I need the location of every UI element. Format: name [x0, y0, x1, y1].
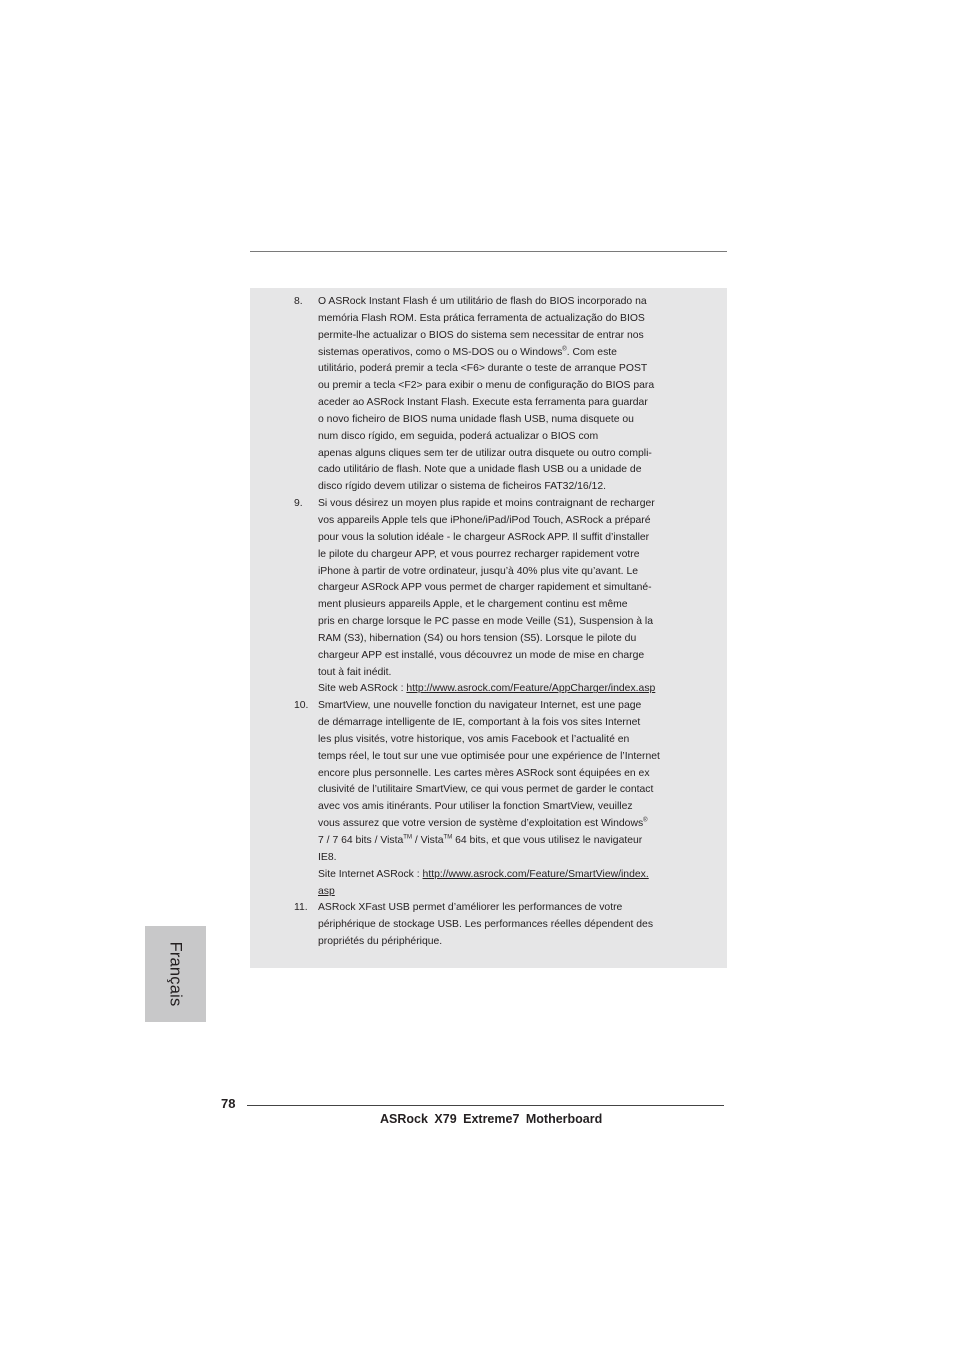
item-number: 8. — [294, 296, 303, 307]
registered-mark: ® — [562, 346, 567, 353]
top-divider — [250, 251, 727, 252]
page-number: 78 — [221, 1096, 236, 1111]
list-item-8 — [250, 294, 682, 496]
item-line: ou premir a tecla <F2> para exibir o menu de configuração do BIOS para — [318, 380, 655, 392]
item-line: IE8. — [318, 851, 337, 863]
item-line: pris en charge lorsque le PC passe en mode Veille (S1), Suspension à la — [318, 616, 654, 628]
item-line: pour vous la solution idéale - le chargeur ASRock APP. Il suffit d’installer — [318, 531, 650, 543]
list-item-9 — [250, 496, 682, 698]
item-line: périphérique de stockage USB. Les performances réelles dépendent des — [318, 919, 654, 931]
appcharger-link[interactable]: http://www.asrock.com/Feature/AppCharger/index.asp — [406, 683, 656, 695]
language-tab — [145, 926, 206, 1022]
website-line-cont — [318, 884, 682, 901]
feature-list — [250, 294, 682, 951]
item-line: les plus visités, votre historique, vos amis Facebook et l’actualité en — [318, 733, 630, 745]
item-number: 11. — [294, 902, 308, 914]
item-line: vous assurez que votre version de système d’exploitation est Windows® — [318, 817, 648, 830]
item-line: permite-lhe actualizar o BIOS do sistema sem necessitar de entrar nos — [318, 329, 644, 341]
footer-title: ASRock X79 Extreme7 Motherboard — [380, 1112, 603, 1126]
item-line: chargeur APP est installé, vous découvrez un mode de mise en charge — [318, 649, 645, 661]
item-line: 7 / 7 64 bits / Vista™ / Vista™ 64 bits, et que vous utilisez le navigateur — [318, 834, 643, 846]
registered-mark: ® — [643, 817, 648, 824]
trademark-mark: TM — [443, 834, 453, 841]
website-line: Site web ASRock : http://www.asrock.com/Feature/AppCharger/index.asp — [318, 683, 656, 695]
trademark-mark: TM — [403, 834, 412, 841]
list-item-10 — [250, 698, 682, 900]
list-item-11 — [250, 900, 682, 951]
item-line: o novo ficheiro de BIOS numa unidade flash USB, numa disquete ou — [318, 413, 634, 425]
item-line: avec vos amis itinérants. Pour utiliser la fonction SmartView, veuillez — [318, 801, 633, 813]
item-line: O ASRock Instant Flash é um utilitário de flash do BIOS incorporado na — [318, 296, 647, 307]
item-line: temps réel, le tout sur une vue optimisée pour une expérience de l’Internet — [318, 750, 660, 762]
item-line: utilitário, poderá premir a tecla <F6> durante o teste de arranque POST — [318, 363, 648, 375]
item-number: 10. — [294, 700, 309, 712]
item-line: tout à fait inédit. — [318, 666, 392, 678]
item-line: RAM (S3), hibernation (S4) ou hors tension (S5). Lorsque le pilote du — [318, 632, 637, 644]
smartview-link-cont[interactable]: asp — [318, 885, 335, 897]
content-panel — [250, 288, 727, 968]
item-line: aceder ao ASRock Instant Flash. Execute esta ferramenta para guardar — [318, 397, 648, 409]
item-line: SmartView, une nouvelle fonction du navigateur Internet, est une page — [318, 700, 642, 712]
item-number: 9. — [294, 498, 303, 510]
language-label: Français — [166, 941, 185, 1007]
item-line: le pilote du chargeur APP, et vous pourrez recharger rapidement votre — [318, 548, 640, 560]
item-line: chargeur ASRock APP vous permet de charger rapidement et simultané- — [318, 582, 652, 594]
item-line: sistemas operativos, como o MS-DOS ou o Windows®. Com este — [318, 346, 617, 358]
item-line: vos appareils Apple tels que iPhone/iPad/iPod Touch, ASRock a préparé — [318, 514, 651, 526]
item-line: apenas alguns cliques sem ter de utilizar outra disquete ou outro compli- — [318, 447, 652, 459]
item-line: num disco rígido, em seguida, poderá actualizar o BIOS com — [318, 430, 599, 442]
website-line: Site Internet ASRock : http://www.asrock.com/Feature/SmartView/index. — [318, 868, 649, 880]
footer-divider — [247, 1105, 724, 1106]
item-line: clusivité de l’utilitaire SmartView, ce qui vous permet de garder le contact — [318, 784, 654, 796]
item-line: encore plus personnelle. Les cartes mères ASRock sont équipées en ex — [318, 767, 650, 779]
item-line: propriétés du périphérique. — [318, 936, 443, 948]
item-line: memória Flash ROM. Esta prática ferramenta de actualização do BIOS — [318, 312, 645, 324]
item-line: de démarrage intelligente de IE, comportant à la fois vos sites Internet — [318, 717, 641, 729]
item-line: ment plusieurs appareils Apple, et le chargement continu est même — [318, 599, 628, 611]
item-line: iPhone à partir de votre ordinateur, jusqu’à 40% plus vite qu’avant. Le — [318, 565, 639, 577]
item-line: Si vous désirez un moyen plus rapide et moins contraignant de recharger — [318, 498, 655, 510]
item-line: cado utilitário de flash. Note que a unidade flash USB ou a unidade de — [318, 464, 642, 476]
item-line: disco rígido devem utilizar o sistema de ficheiros FAT32/16/12. — [318, 481, 606, 493]
item-line: ASRock XFast USB permet d’améliorer les performances de votre — [318, 902, 623, 914]
smartview-link[interactable]: http://www.asrock.com/Feature/SmartView/index. — [422, 868, 649, 880]
